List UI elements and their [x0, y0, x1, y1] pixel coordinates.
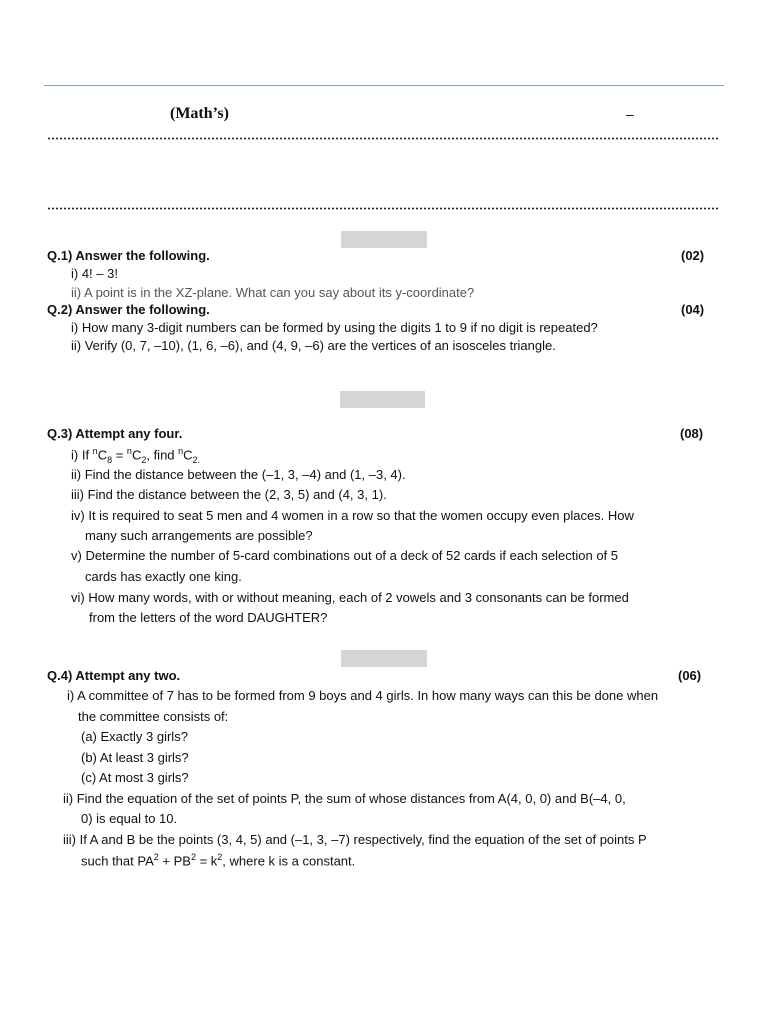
- q1-item-2: ii) A point is in the XZ-plane. What can you say about its y-coordinate?: [71, 285, 475, 300]
- q4-item-1-c: (c) At most 3 girls?: [81, 770, 189, 785]
- section-box-a: [341, 231, 427, 248]
- q4-item-3: iii) If A and B be the points (3, 4, 5) and (–1, 3, –7) respectively, find the equation of the set of points P: [63, 832, 647, 847]
- q3-item-3: iii) Find the distance between the (2, 3, 5) and (4, 3, 1).: [71, 487, 387, 502]
- q3-item-4-cont: many such arrangements are possible?: [85, 528, 313, 543]
- subject-title: (Math’s): [170, 105, 229, 122]
- section-box-b: [340, 391, 425, 408]
- dotted-line-2: [47, 207, 719, 210]
- dotted-line-1: [47, 137, 719, 140]
- q3-item-5-cont: cards has exactly one king.: [85, 569, 242, 584]
- q1-marks: (02): [681, 248, 705, 263]
- q2-item-1: i) How many 3-digit numbers can be formed by using the digits 1 to 9 if no digit is repeated?: [71, 320, 598, 335]
- q2-marks: (04): [681, 302, 705, 317]
- q3-item-2: ii) Find the distance between the (–1, 3, –4) and (1, –3, 4).: [71, 467, 406, 482]
- header-rule: [44, 85, 724, 86]
- q4-item-1-a: (a) Exactly 3 girls?: [81, 729, 188, 744]
- q4-item-1-b: (b) At least 3 girls?: [81, 750, 189, 765]
- q4-item-2-cont: 0) is equal to 10.: [81, 811, 178, 826]
- q2-item-2: ii) Verify (0, 7, –10), (1, 6, –6), and (4, 9, –6) are the vertices of an isosceles triangle.: [71, 338, 556, 353]
- q1-heading: Q.1) Answer the following.: [47, 248, 210, 263]
- q4-item-1: i) A committee of 7 has to be formed from 9 boys and 4 girls. In how many ways can this be done when: [67, 688, 659, 703]
- q3-item-4: iv) It is required to seat 5 men and 4 women in a row so that the women occupy even places. How: [71, 508, 634, 523]
- q3-heading: Q.3) Attempt any four.: [47, 426, 183, 441]
- q4-item-1-cont: the committee consists of:: [78, 709, 229, 724]
- q3-marks: (08): [680, 426, 704, 441]
- q4-item-3-cont: such that $PA^2 + PB^2 = k^2$, where k is a constant.: [81, 852, 356, 869]
- q2-heading: Q.2) Answer the following.: [47, 302, 210, 317]
- q4-heading: Q.4) Attempt any two.: [47, 668, 181, 683]
- q3-item-5: v) Determine the number of 5-card combinations out of a deck of 52 cards if each selection of 5: [71, 548, 619, 563]
- q3-item-6-cont: from the letters of the word DAUGHTER?: [89, 610, 328, 625]
- header-dash: –: [626, 106, 634, 122]
- q4-item-2: ii) Find the equation of the set of points P, the sum of whose distances from A(4, 0, 0) and B(–4, 0,: [63, 791, 626, 806]
- q4-marks: (06): [678, 668, 702, 683]
- q1-item-1: i) 4! – 3!: [71, 266, 118, 281]
- section-box-c: [341, 650, 427, 667]
- q3-item-6: vi) How many words, with or without meaning, each of 2 vowels and 3 consonants can be formed: [71, 590, 629, 605]
- q3-item-1: i) If $^nC_8 = ^nC_2$, find $^nC_{2.}$: [71, 446, 201, 465]
